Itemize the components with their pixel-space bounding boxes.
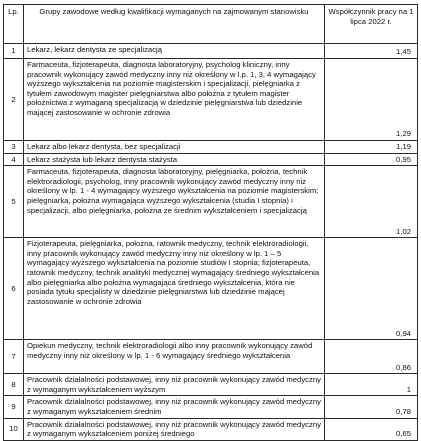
row-number: 3 [4, 141, 24, 154]
table-row [4, 153, 418, 166]
row-number: 7 [4, 340, 24, 374]
coefficient-value: 0,94 [325, 238, 418, 340]
row-number: 8 [4, 374, 24, 396]
group-description: Farmaceuta, fizjoterapeuta, diagnosta laboratoryjny, pielęgniarka, położna, technik elektroradiologii, psycholog, inny pracownik wykonujący zawód medyczny inny niż określony w lp. 1 - 4 wymagający wyższego wykształcenia na poziomie magisterskim; pielęgniarka, położna wymagająca wyższego wykształcenia (studia I stopnia) i specjalizacji, albo pielęgniarka, położna ze średnim wykształceniem i specjalizacją [24, 166, 325, 238]
group-description: Pracownik działalności podstawowej, inny niż pracownik wykonujący zawód medyczny z wymaganym wykształceniem poniżej średniego [24, 418, 325, 440]
coefficient-value: 0,95 [325, 153, 418, 166]
coefficient-value: 1,19 [325, 141, 418, 154]
row-number: 6 [4, 238, 24, 340]
table-row [4, 418, 418, 440]
row-number: 2 [4, 59, 24, 141]
group-description: Lekarz stażysta lub lekarz dentysta stażysta [24, 153, 325, 166]
coefficient-value: 1,02 [325, 166, 418, 238]
group-description: Lekarz albo lekarz dentysta, bez specjalizacji [24, 141, 325, 154]
coefficient-value: 0,78 [325, 396, 418, 418]
table-row [4, 59, 418, 141]
coefficient-value: 0,86 [325, 340, 418, 374]
coefficient-value: 1 [325, 374, 418, 396]
row-number: 10 [4, 418, 24, 440]
row-number: 1 [4, 44, 24, 59]
coefficient-value: 1,29 [325, 59, 418, 141]
table-row [4, 396, 418, 418]
row-number: 9 [4, 396, 24, 418]
coefficient-value: 1,45 [325, 44, 418, 59]
group-description: Lekarz, lekarz dentysta ze specjalizacją [24, 44, 325, 59]
group-description: Pracownik działalności podstawowej, inny niż pracownik wykonujący zawód medyczny z wymaganym wykształceniem średnim [24, 396, 325, 418]
header-coefficient: Współczynnik pracy na 1 lipca 2022 r. [325, 5, 418, 44]
coefficient-table [3, 4, 418, 441]
group-description: Pracownik działalności podstawowej, inny niż pracownik wykonujący zawód medyczny z wymaganym wykształceniem wyższym [24, 374, 325, 396]
table-row [4, 238, 418, 340]
table-row [4, 44, 418, 59]
row-number: 4 [4, 153, 24, 166]
table-row [4, 166, 418, 238]
table-row [4, 141, 418, 154]
table-header-row [4, 5, 418, 44]
table-row [4, 340, 418, 374]
header-group: Grupy zawodowe według kwalifikacji wymaganych na zajmowanym stanowisku [24, 5, 325, 44]
group-description: Opiekun medyczny, technik elektroradiologii albo inny pracownik wykonujący zawód medyczny inny niż określony w lp. 1 - 6 wymagający średniego wykształcenia [24, 340, 325, 374]
group-description: Fizjoterapeuta, pielęgniarka, położna, ratownik medyczny, technik elektroradiologii, inny pracownik wykonujący zawód medyczny inny niż określony w lp. 1 – 5 wymagający wyższego wykształcenia na poziomie studiów I stopnia; fizjoterapeuta, ratownik medyczny, technik analityki medycznej wymagający średniego wykształcenia albo pielęgniarka albo położna wymagająca średniego wykształcenia, która nie posiada tytułu specjalisty w dziedzinie pielęgniarstwa lub dziedzinie mającej zastosowanie w ochronie zdrowia [24, 238, 325, 340]
row-number: 5 [4, 166, 24, 238]
header-lp: Lp. [4, 5, 24, 44]
coefficient-value: 0,65 [325, 418, 418, 440]
group-description: Farmaceuta, fizjoterapeuta, diagnosta laboratoryjny, psycholog kliniczny, inny pracownik wykonujący zawód medyczny inny niż określony w l.p. 1, 3, 4 wymagający wyższego wykształcenia na poziomie magisterskim i specjalizacji, pielęgniarka z tytułem zawodowym magister pielęgniarstwa albo położna z tytułem magister położnictwa z wymaganą specjalizacją w dziedzinie pielęgniarstwa lub dziedzinie mającej zastosowanie w ochronie zdrowia [24, 59, 325, 141]
table-row [4, 374, 418, 396]
